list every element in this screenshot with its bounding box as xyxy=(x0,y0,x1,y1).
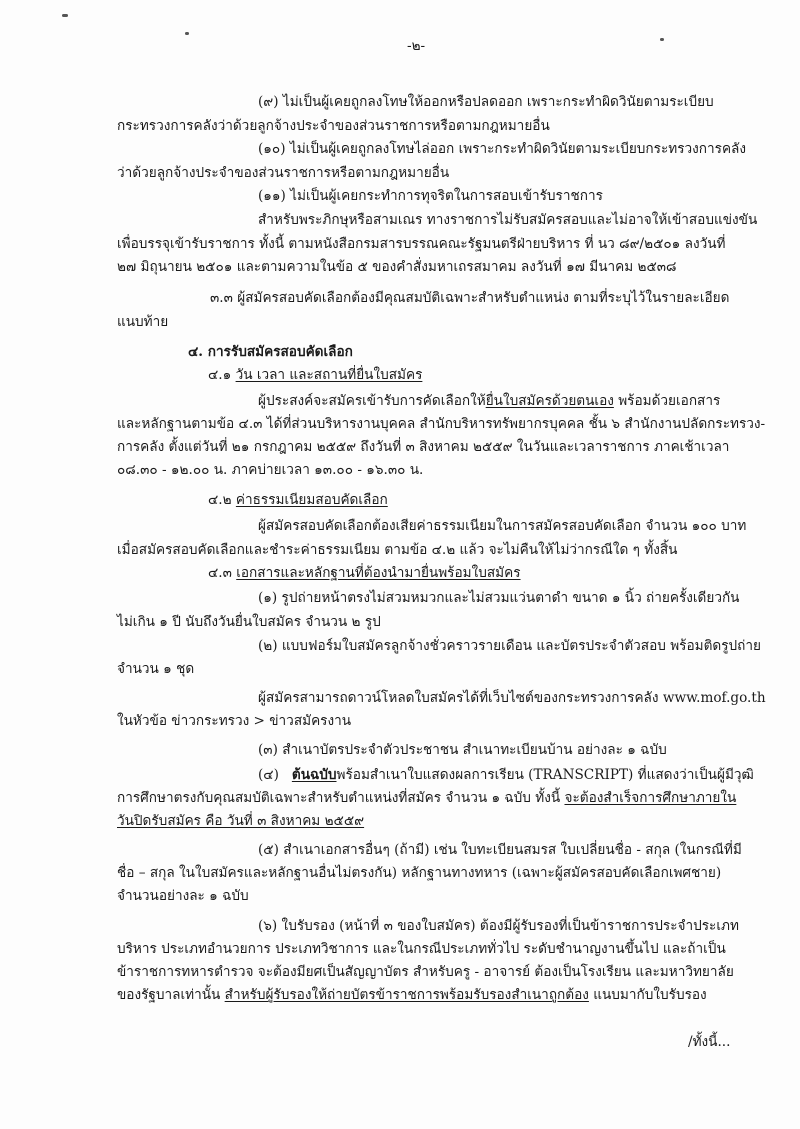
text-line: เมื่อสมัครสอบคัดเลือกและชำระค่าธรรมเนียม ตามข้อ ๔.๒ แล้ว จะไม่คืนให้ไม่ว่ากรณีใด ๆ ทั้งสิ้น xyxy=(117,542,678,558)
underlined-text: ยื่นใบสมัครด้วยตนเอง xyxy=(485,393,614,409)
text-line: สำหรับพระภิกษุหรือสามเณร ทางราชการไม่รับสมัครสอบและไม่อาจให้เข้าสอบแข่งขัน xyxy=(258,212,758,228)
page-footer: /ทั้งนี้... xyxy=(688,1034,731,1050)
list-item-line: ไม่เกิน ๑ ปี นับถึงวันยื่นใบสมัคร จำนวน ๒ รูป xyxy=(117,614,381,630)
text-segment: การศึกษาตรงกับคุณสมบัติเฉพาะสำหรับตำแหน่งที่สมัคร จำนวน ๑ ฉบับ ทั้งนี้ xyxy=(117,790,565,806)
subsection-heading xyxy=(208,365,422,385)
text-segment: ผู้ประสงค์จะสมัครเข้ารับการคัดเลือกให้ xyxy=(258,393,486,409)
text-line: (๙) ไม่เป็นผู้เคยถูกลงโทษให้ออกหรือปลดออก เพราะกระทำผิดวินัยตามระเบียบ xyxy=(258,94,714,110)
list-item-number: (๔) xyxy=(258,767,279,783)
text-line: และหลักฐานตามข้อ ๔.๓ ได้ที่ส่วนบริหารงานบุคคล สำนักบริหารทรัพยากรบุคคล ชั้น ๖ สำนักงานปลัดกระทรวง- xyxy=(117,416,766,432)
scan-mark xyxy=(185,32,189,35)
subsection-title: ค่าธรรมเนียมสอบคัดเลือก xyxy=(235,492,388,508)
text-line: ๓.๓ ผู้สมัครสอบคัดเลือกต้องมีคุณสมบัติเฉพาะสำหรับตำแหน่ง ตามที่ระบุไว้ในรายละเอียด xyxy=(210,290,730,306)
scan-mark xyxy=(660,38,664,41)
list-item-line xyxy=(117,788,736,808)
text-line: (๑๐) ไม่เป็นผู้เคยถูกลงโทษไล่ออก เพราะกระทำผิดวินัยตามระเบียบกระทรวงการคลัง xyxy=(258,141,747,157)
list-item-line: ชื่อ – สกุล ในใบสมัครและหลักฐานอื่นไม่ตรงกัน) หลักฐานทางทหาร (เฉพาะผู้สมัครสอบคัดเลือกเพศชาย) xyxy=(117,865,722,881)
text-line: (๑๑) ไม่เป็นผู้เคยกระทำการทุจริตในการสอบเข้ารับราชการ xyxy=(258,188,603,204)
list-item-line: จำนวน ๑ ชุด xyxy=(117,661,195,677)
underlined-text: จะต้องสำเร็จการศึกษาภายใน xyxy=(564,790,737,806)
list-item-line: จำนวนอย่างละ ๑ ฉบับ xyxy=(117,888,249,904)
text-line: การคลัง ตั้งแต่วันที่ ๒๑ กรกฎาคม ๒๕๕๙ ถึงวันที่ ๓ สิงหาคม ๒๕๕๙ ในวันและเวลาราชการ ภาคเช้าเวลา xyxy=(117,439,730,455)
list-item-line: บริหาร ประเภทอำนวยการ ประเภทวิชาการ และในกรณีประเภททั่วไป ระดับชำนาญงานขึ้นไป และถ้าเป็น xyxy=(117,941,726,957)
subsection-title: วัน เวลา และสถานที่ยื่นใบสมัคร xyxy=(235,367,423,383)
list-item-line: ข้าราชการทหารตำรวจ จะต้องมียศเป็นสัญญาบัตร สำหรับครู - อาจารย์ ต้องเป็นโรงเรียน และมหาวิทยาลัย xyxy=(117,964,734,980)
text-line: แนบท้าย xyxy=(117,314,169,330)
list-item-line: (๕) สำเนาเอกสารอื่นๆ (ถ้ามี) เช่น ใบทะเบียนสมรส ใบเปลี่ยนชื่อ - สกุล (ในกรณีที่มี xyxy=(258,842,742,858)
text-line: ๒๗ มิถุนายน ๒๕๐๑ และตามความในข้อ ๕ ของคำสั่งมหาเถรสมาคม ลงวันที่ ๑๗ มีนาคม ๒๕๓๘ xyxy=(117,259,677,275)
list-item-line: (๑) รูปถ่ายหน้าตรงไม่สวมหมวกและไม่สวมแว่นตาดำ ขนาด ๑ นิ้ว ถ่ายครั้งเดียวกัน xyxy=(258,590,740,606)
list-item-line xyxy=(117,985,707,1005)
subsection-number: ๔.๑ xyxy=(208,367,232,383)
text-segment: แนบมากับใบรับรอง xyxy=(588,987,707,1003)
page-number: -๒- xyxy=(407,38,426,54)
text-segment: พร้อมด้วยเอกสาร xyxy=(613,393,721,409)
subsection-title: เอกสารและหลักฐานที่ต้องนำมายื่นพร้อมใบสมัคร xyxy=(236,565,521,581)
list-item-line: วันปิดรับสมัคร คือ วันที่ ๓ สิงหาคม ๒๕๕๙ xyxy=(117,813,365,829)
subsection-heading xyxy=(208,490,388,510)
subsection-number: ๔.๒ xyxy=(208,492,232,508)
subsection-heading xyxy=(208,563,521,583)
subsection-number: ๔.๓ xyxy=(208,565,232,581)
scan-mark xyxy=(62,14,68,17)
text-segment: ของรัฐบาลเท่านั้น xyxy=(117,987,225,1003)
list-item-line: (๖) ใบรับรอง (หน้าที่ ๓ ของใบสมัคร) ต้องมีผู้รับรองที่เป็นข้าราชการประจำประเภท xyxy=(258,918,739,934)
underlined-text: ต้นฉบับ xyxy=(291,767,337,783)
list-item-line: ในหัวข้อ ข่าวกระทรวง > ข่าวสมัครงาน xyxy=(117,713,352,729)
underlined-text: สำหรับผู้รับรองให้ถ่ายบัตรข้าราชการพร้อมรับรองสำเนาถูกต้อง xyxy=(224,987,589,1003)
text-line: ๐๘.๓๐ - ๑๒.๐๐ น. ภาคบ่ายเวลา ๑๓.๐๐ - ๑๖.๓๐ น. xyxy=(117,462,424,478)
text-line xyxy=(258,391,720,411)
text-segment: พร้อมสำเนาใบแสดงผลการเรียน (TRANSCRIPT) ที่แสดงว่าเป็นผู้มีวุฒิ xyxy=(336,767,754,783)
list-item-line: ผู้สมัครสามารถดาวน์โหลดใบสมัครได้ที่เว็บไซต์ของกระทรวงการคลัง www.mof.go.th xyxy=(258,690,766,706)
list-item-line: (๒) แบบฟอร์มใบสมัครลูกจ้างชั่วคราวรายเดือน และบัตรประจำตัวสอบ พร้อมติดรูปถ่าย xyxy=(258,638,762,654)
text-line: กระทรวงการคลังว่าด้วยลูกจ้างประจำของส่วนราชการหรือตามกฎหมายอื่น xyxy=(117,118,550,134)
text-line: ผู้สมัครสอบคัดเลือกต้องเสียค่าธรรมเนียมในการสมัครสอบคัดเลือก จำนวน ๑๐๐ บาท xyxy=(258,518,747,534)
list-item-line xyxy=(258,765,754,785)
text-line: เพื่อบรรจุเข้ารับราชการ ทั้งนี้ ตามหนังสือกรมสารบรรณคณะรัฐมนตรีฝ่ายบริหาร ที่ นว ๘๙/๒๕๐๑ ลงวันที่ xyxy=(117,236,726,252)
section-heading: ๔. การรับสมัครสอบคัดเลือก xyxy=(188,344,353,360)
list-item-line: (๓) สำเนาบัตรประจำตัวประชาชน สำเนาทะเบียนบ้าน อย่างละ ๑ ฉบับ xyxy=(258,742,667,758)
text-line: ว่าด้วยลูกจ้างประจำของส่วนราชการหรือตามกฎหมายอื่น xyxy=(117,165,450,181)
